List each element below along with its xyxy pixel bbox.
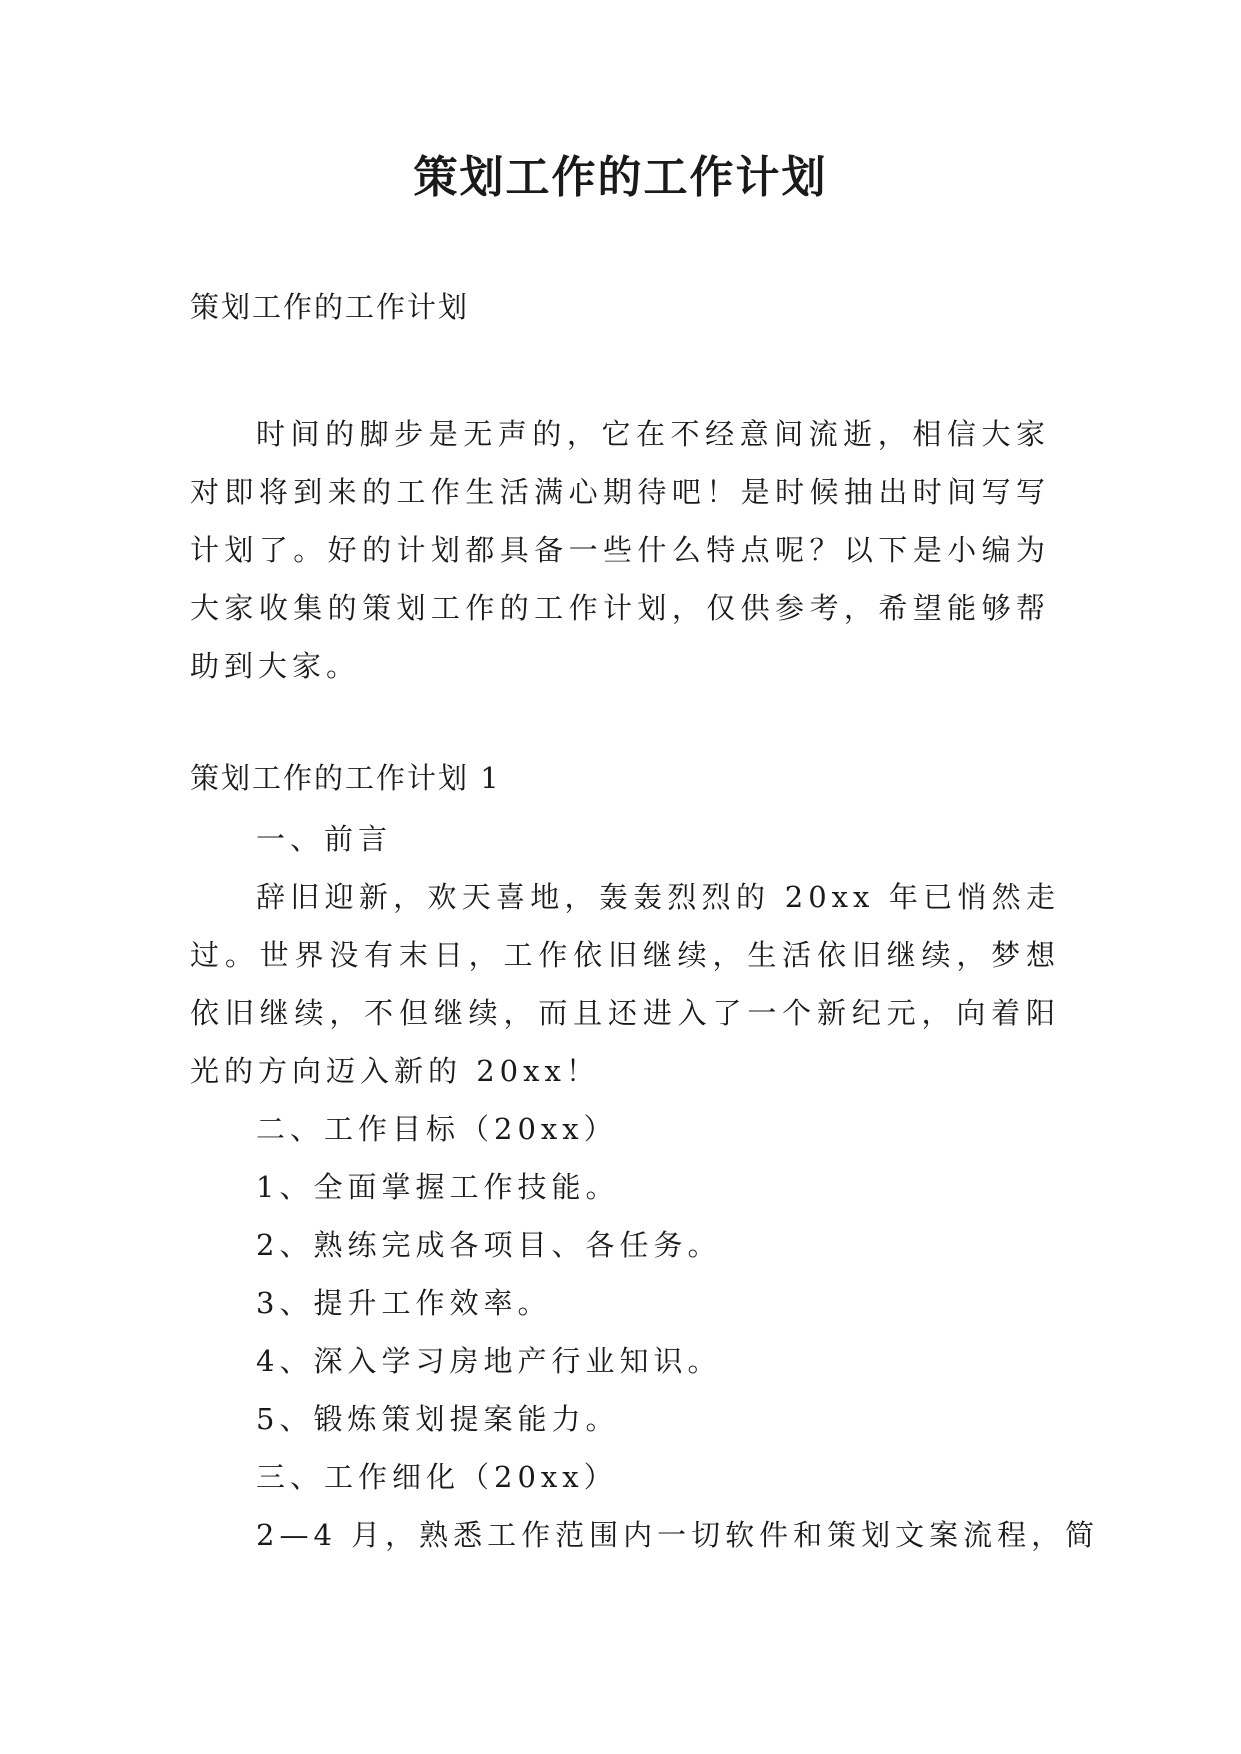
document-title: 策划工作的工作计划 <box>413 152 828 203</box>
heading-preface: 一、前言 <box>256 822 393 856</box>
section-heading: 策划工作的工作计划 1 <box>190 761 501 795</box>
goal-item-2: 2、熟练完成各项目、各任务。 <box>256 1228 722 1262</box>
intro-paragraph: 时间的脚步是无声的，它在不经意间流逝，相信大家对即将到来的工作生活满心期待吧！是时候抽出时间写写计划了。好的计划都具备一些什么特点呢？以下是小编为大家收集的策划工作的工作计划，仅供参考，希望能够帮助到大家。 <box>190 417 1050 683</box>
document-subtitle: 策划工作的工作计划 <box>190 290 470 324</box>
goal-item-1: 1、全面掌握工作技能。 <box>256 1170 620 1204</box>
document-body <box>190 810 1100 1564</box>
paragraph-work-details: 2—4 月，熟悉工作范围内一切软件和策划文案流程，简 <box>256 1518 1100 1552</box>
heading-work-details: 三、工作细化（20xx） <box>256 1460 618 1494</box>
heading-work-goals: 二、工作目标（20xx） <box>256 1112 618 1146</box>
paragraph-preface-text: 辞旧迎新，欢天喜地，轰轰烈烈的 20xx 年已悄然走过。世界没有末日，工作依旧继续，生活依旧继续，梦想依旧继续，不但继续，而且还进入了一个新纪元，向着阳光的方向迈入新的 20xx！ <box>190 880 1060 1088</box>
goal-item-5: 5、锻炼策划提案能力。 <box>256 1402 620 1436</box>
goal-item-4: 4、深入学习房地产行业知识。 <box>256 1344 722 1378</box>
goal-item-3: 3、提升工作效率。 <box>256 1286 552 1320</box>
